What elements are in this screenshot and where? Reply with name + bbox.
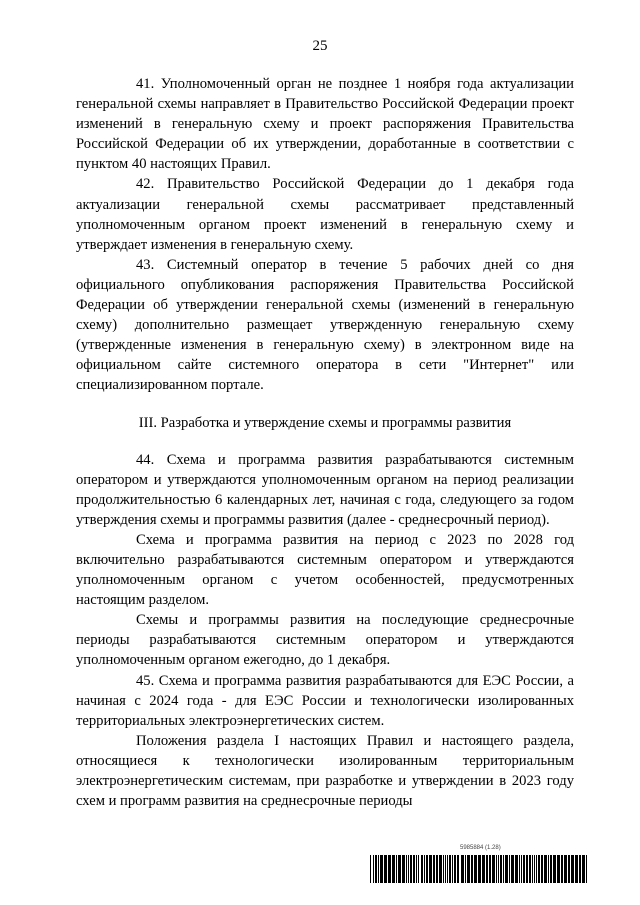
paragraph-44-part-3: Схемы и программы развития на последующие среднесрочные периоды разрабатываются системным оператором и утверждаются уполномоченным органом ежегодно, до 1 декабря. — [76, 612, 574, 669]
barcode-bars — [370, 855, 590, 885]
barcode — [370, 845, 590, 895]
page-number: 25 — [312, 38, 328, 54]
barcode-code: 5985884 (1.28) — [460, 845, 501, 851]
paragraph-42: 42. Правительство Российской Федерации до 1 декабря года актуализации генеральной схемы рассматривает представленный уполномоченным органом проект изменений в генеральную схему и утверждает изменения в генеральную схему. — [76, 176, 574, 253]
paragraph-41: 41. Уполномоченный орган не позднее 1 ноября года актуализации генеральной схемы направляет в Правительство Российской Федерации проект изменений в генеральную схему и проект распоряжения Правительства Российской Федерации об их утверждении, доработанные в соответствии с пунктом 40 настоящих Правил. — [76, 76, 574, 173]
paragraph-43: 43. Системный оператор в течение 5 рабочих дней со дня официального опубликования распоряжения Правительства Российской Федерации об утверждении генеральной схемы (изменений в генеральную схему) дополнительно размещает утвержденную генеральную схему (утвержденные изменения в генеральную схему) в электронном виде на официальном сайте системного оператора в сети "Интернет" или специализированном портале. — [76, 256, 574, 394]
paragraph-45: 45. Схема и программа развития разрабатываются для ЕЭС России, а начиная с 2024 года - для ЕЭС России и технологически изолированных территориальных электроэнергетических систем. — [76, 672, 574, 729]
paragraph-45-part-2: Положения раздела I настоящих Правил и настоящего раздела, относящиеся к технологически изолированным территориальным электроэнергетическим системам, при разработке и утверждении в 2023 году схем и программ развития на среднесрочные периоды — [76, 732, 574, 810]
document-body — [76, 74, 574, 811]
paragraph-44-part-2: Схема и программа развития на период с 2023 по 2028 год включительно разрабатываются системным оператором и утверждаются уполномоченным органом с учетом особенностей, предусмотренных настоящим разделом. — [76, 531, 574, 609]
paragraph-44: 44. Схема и программа развития разрабатываются системным оператором и утверждаются уполномоченным органом на период реализации продолжительностью 6 календарных лет, начиная с года, следующего за годом утверждения схемы и программы развития (далее - среднесрочный период). — [76, 451, 574, 528]
section-heading: III. Разработка и утверждение схемы и программы развития — [138, 414, 512, 431]
